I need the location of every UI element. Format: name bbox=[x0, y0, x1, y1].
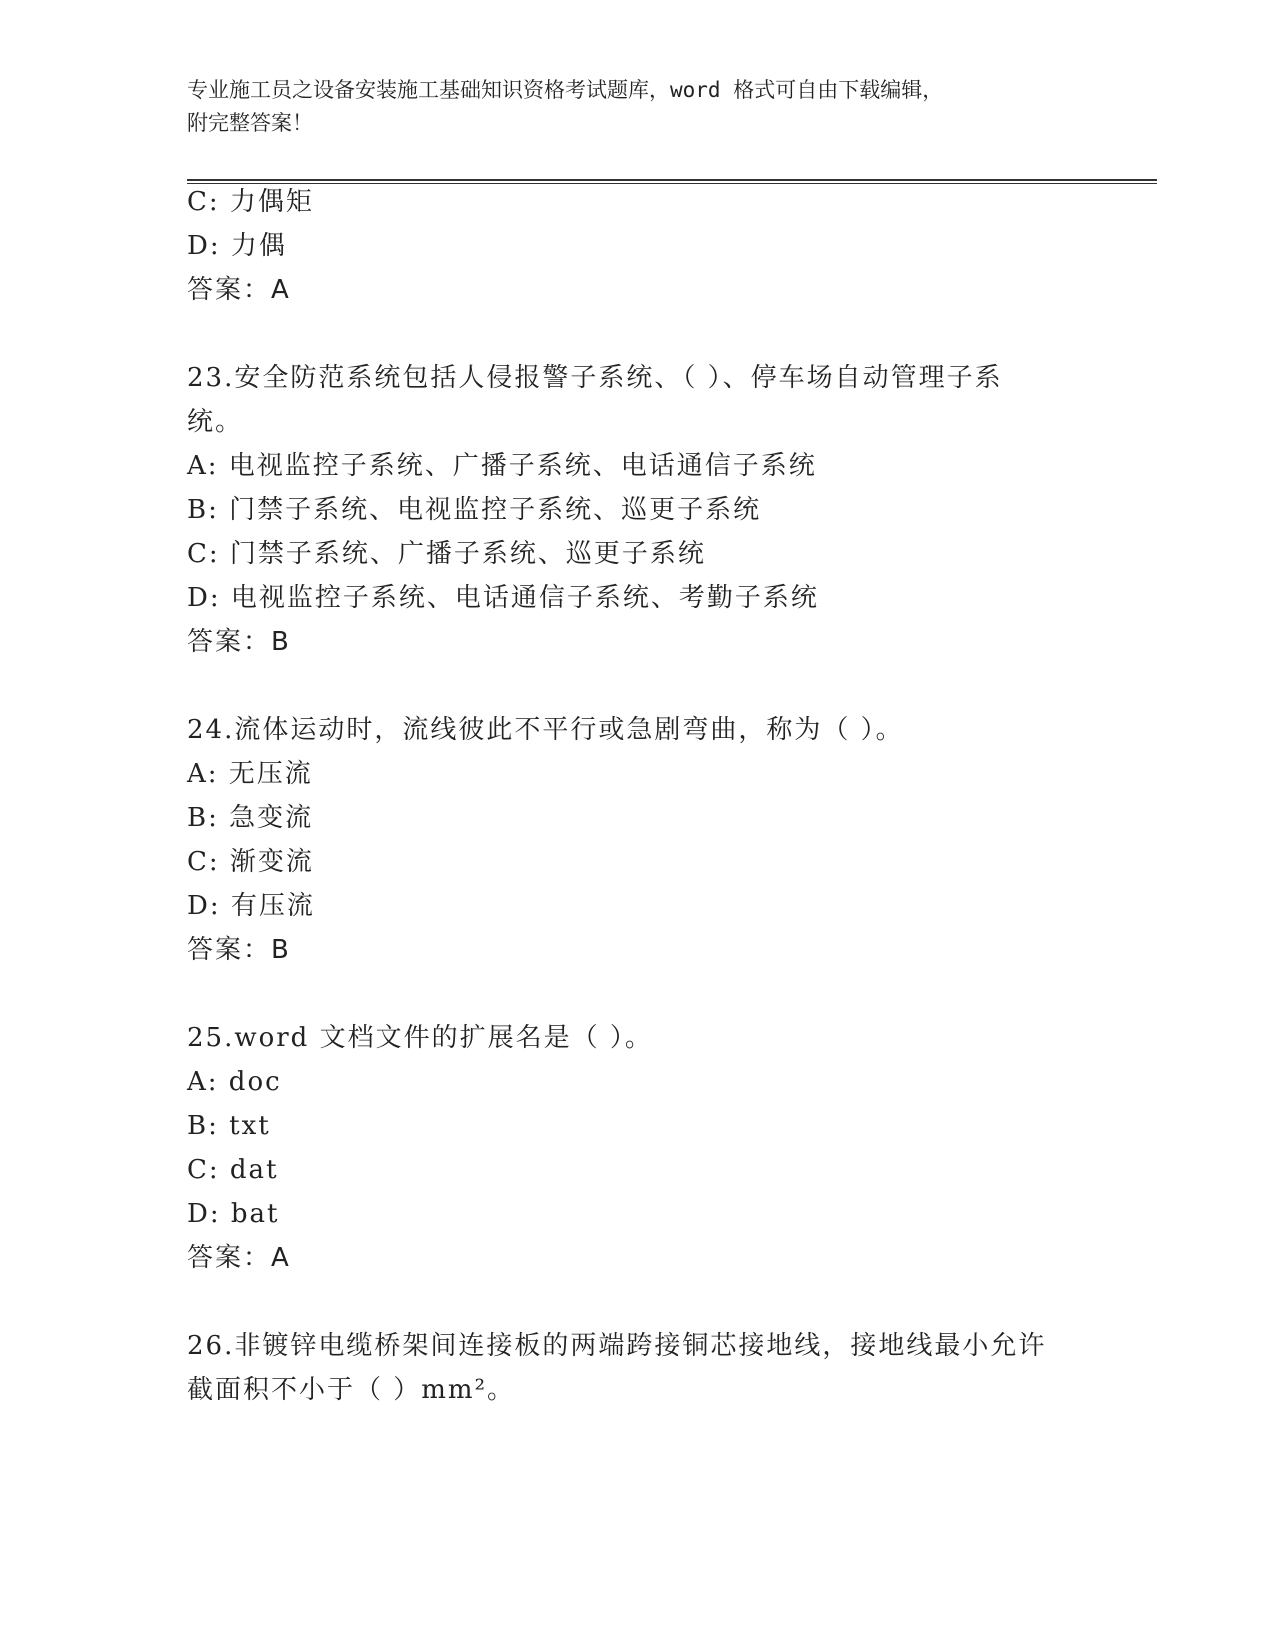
q25-option-d: D: bat bbox=[187, 1199, 280, 1229]
q22-option-c: C: 力偶矩 bbox=[187, 187, 314, 217]
q23-option-a: A: 电视监控子系统、广播子系统、电话通信子系统 bbox=[187, 451, 817, 481]
header-line-1: 专业施工员之设备安装施工基础知识资格考试题库，word 格式可自由下载编辑， bbox=[187, 78, 944, 102]
q24-option-b: B: 急变流 bbox=[187, 803, 314, 833]
q26-stem-line-2: 截面积不小于（ ）mm²。 bbox=[187, 1375, 515, 1405]
q23-stem-line-1: 23.安全防范系统包括人侵报警子系统、（ ）、停车场自动管理子系 bbox=[187, 363, 1003, 393]
q23-option-c: C: 门禁子系统、广播子系统、巡更子系统 bbox=[187, 539, 706, 569]
header-line-2: 附完整答案！ bbox=[187, 111, 313, 135]
q25-option-a: A: doc bbox=[187, 1067, 282, 1097]
q24-stem: 24.流体运动时，流线彼此不平行或急剧弯曲，称为（ ）。 bbox=[187, 715, 904, 745]
q26-stem-line-1: 26.非镀锌电缆桥架间连接板的两端跨接铜芯接地线，接地线最小允许 bbox=[187, 1331, 1047, 1361]
q24-answer: 答案：B bbox=[187, 935, 291, 965]
q22-option-d: D: 力偶 bbox=[187, 231, 287, 261]
q24-option-c: C: 渐变流 bbox=[187, 847, 314, 877]
q23-stem-line-2: 统。 bbox=[187, 407, 244, 437]
q23-option-d: D: 电视监控子系统、电话通信子系统、考勤子系统 bbox=[187, 583, 819, 613]
q22-answer: 答案：A bbox=[187, 275, 291, 305]
q25-option-c: C: dat bbox=[187, 1155, 279, 1185]
document-header bbox=[187, 74, 1087, 140]
header-divider bbox=[187, 179, 1157, 184]
q24-option-d: D: 有压流 bbox=[187, 891, 315, 921]
q25-stem: 25.word 文档文件的扩展名是（ ）。 bbox=[187, 1023, 653, 1053]
q24-option-a: A: 无压流 bbox=[187, 759, 313, 789]
q25-option-b: B: txt bbox=[187, 1111, 271, 1141]
q25-answer: 答案：A bbox=[187, 1243, 291, 1273]
q23-option-b: B: 门禁子系统、电视监控子系统、巡更子系统 bbox=[187, 495, 762, 525]
q23-answer: 答案：B bbox=[187, 627, 291, 657]
